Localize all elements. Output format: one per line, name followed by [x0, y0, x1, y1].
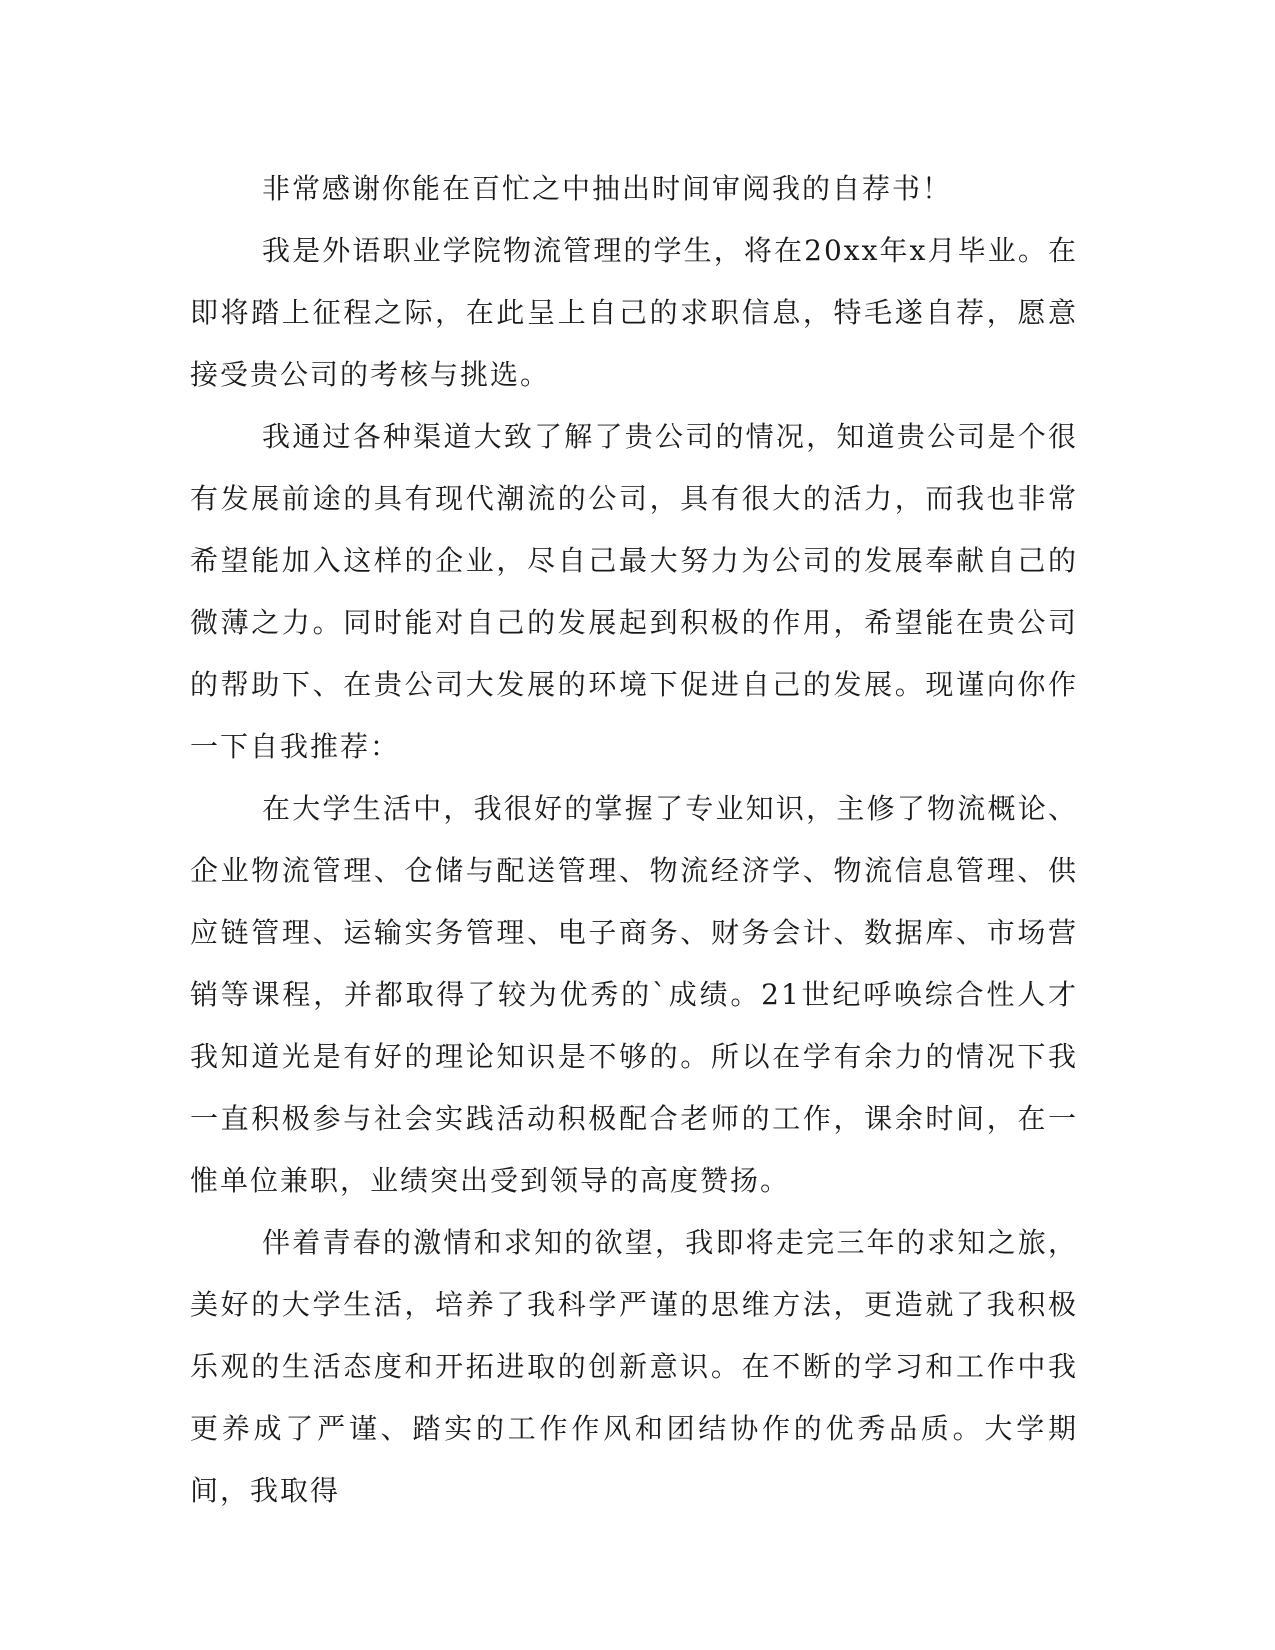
paragraph-university-life: 伴着青春的激情和求知的欲望，我即将走完三年的求知之旅，美好的大学生活，培养了我科学严谨的思维方法，更造就了我积极乐观的生活态度和开拓进取的创新意识。在不断的学习和工作中我更养成了严谨、踏实的工作作风和团结协作的优秀品质。大学期间，我取得 [190, 1226, 1078, 1507]
paragraph-studies: 在大学生活中，我很好的掌握了专业知识，主修了物流概论、企业物流管理、仓储与配送管理、物流经济学、物流信息管理、供应链管理、运输实务管理、电子商务、财务会计、数据库、市场营销等课程，并都取得了较为优秀的`成绩。21世纪呼唤综合性人才我知道光是有好的理论知识是不够的。所以在学有余力的情况下我一直积极参与社会实践活动积极配合老师的工作，课余时间，在一惟单位兼职，业绩突出受到领导的高度赞扬。 [190, 792, 1078, 1197]
paragraph-thanks: 非常感谢你能在百忙之中抽出时间审阅我的自荐书！ [262, 172, 953, 205]
paragraph-company-interest: 我通过各种渠道大致了解了贵公司的情况，知道贵公司是个很有发展前途的具有现代潮流的公司，具有很大的活力，而我也非常希望能加入这样的企业，尽自己最大努力为公司的发展奉献自己的微薄之力。同时能对自己的发展起到积极的作用，希望能在贵公司的帮助下、在贵公司大发展的环境下促进自己的发展。现谨向你作一下自我推荐： [190, 420, 1078, 763]
paragraph-introduction: 我是外语职业学院物流管理的学生，将在20xx年x月毕业。在即将踏上征程之际，在此呈上自己的求职信息，特毛遂自荐，愿意接受贵公司的考核与挑选。 [190, 234, 1078, 391]
letter-body [190, 158, 1078, 1522]
